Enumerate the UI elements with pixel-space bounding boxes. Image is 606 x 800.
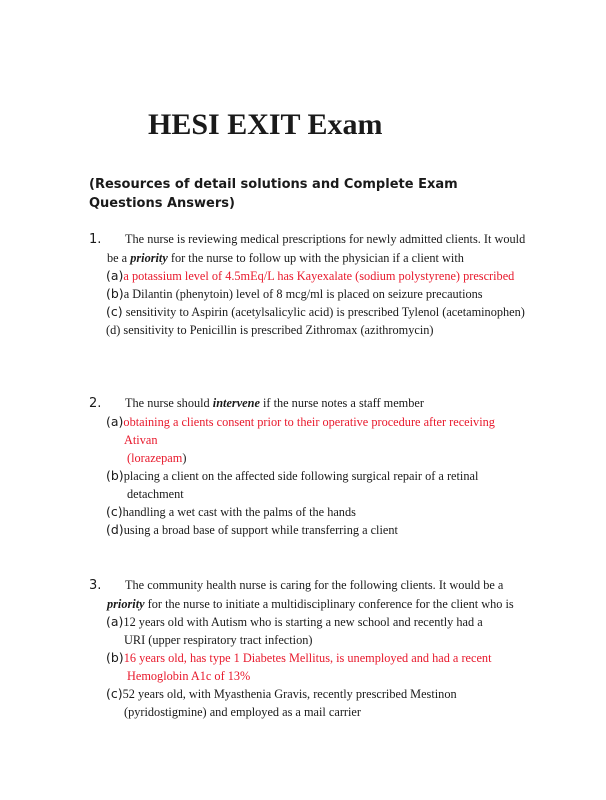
- option-label: (a): [106, 614, 124, 629]
- question-2: [89, 394, 529, 539]
- stem-text: for the nurse to follow up with the physician if a client with: [167, 251, 464, 265]
- option-text: placing a client on the affected side following surgical repair of a retinal: [123, 469, 479, 483]
- option-b-correct: [89, 649, 529, 685]
- option-label: (a): [106, 414, 124, 429]
- option-text: (lorazepam: [127, 451, 183, 465]
- option-c: [89, 303, 529, 321]
- option-a-correct: [89, 413, 529, 467]
- option-label: (c): [106, 686, 123, 701]
- stem-text: The nurse should: [125, 396, 213, 410]
- option-label: (c): [106, 504, 123, 519]
- option-d: [89, 521, 529, 539]
- stem-emphasis: intervene: [212, 396, 260, 410]
- option-text: obtaining a clients consent prior to their operative procedure after receiving Ativan: [123, 415, 495, 447]
- question-1: [89, 230, 529, 339]
- stem-text: if the nurse notes a staff member: [259, 396, 424, 410]
- stem-emphasis: priority: [107, 597, 145, 611]
- option-text: 52 years old, with Myasthenia Gravis, recently prescribed Mestinon: [122, 687, 457, 701]
- option-text: ): [182, 451, 187, 465]
- option-text: 16 years old, has type 1 Diabetes Mellitus, is unemployed and had a recent: [123, 651, 492, 665]
- option-text-continued: [124, 449, 529, 467]
- option-text-continued: (pyridostigmine) and employed as a mail carrier: [124, 705, 361, 719]
- option-text: sensitivity to Penicillin is prescribed Zithromax (azithromycin): [123, 323, 434, 337]
- option-label: (b): [106, 286, 124, 301]
- question-number: 2.: [89, 396, 102, 411]
- stem-text: The nurse is reviewing medical prescriptions for newly admitted clients. It would: [125, 232, 526, 246]
- option-c: [89, 685, 529, 721]
- option-label: (b): [106, 468, 124, 483]
- stem-text: be a: [107, 251, 131, 265]
- question-stem-continued: [89, 595, 529, 613]
- option-text: a Dilantin (phenytoin) level of 8 mcg/ml is placed on seizure precautions: [123, 287, 483, 301]
- option-text: a potassium level of 4.5mEq/L has Kayexalate (sodium polystyrene) prescribed: [123, 269, 515, 283]
- option-text-continued: Hemoglobin A1c of 13%: [127, 669, 251, 683]
- option-text: 12 years old with Autism who is starting a new school and recently had a: [123, 615, 483, 629]
- question-stem: [89, 394, 529, 413]
- option-text: using a broad base of support while transferring a client: [123, 523, 398, 537]
- page-title: HESI EXIT Exam: [148, 108, 383, 141]
- question-3: [89, 576, 529, 721]
- question-stem-continued: [89, 249, 529, 267]
- question-number: 1.: [89, 232, 102, 247]
- option-label: (d): [106, 323, 121, 337]
- option-a-correct: [89, 267, 529, 285]
- option-label: (d): [106, 522, 124, 537]
- option-text-continued: URI (upper respiratory tract infection): [124, 633, 313, 647]
- question-stem: [89, 230, 529, 249]
- option-label: (c): [106, 304, 123, 319]
- stem-text: for the nurse to initiate a multidisciplinary conference for the client who is: [144, 597, 514, 611]
- option-text: sensitivity to Aspirin (acetylsalicylic acid) is prescribed Tylenol (acetaminophen): [122, 305, 525, 319]
- option-b: [89, 285, 529, 303]
- option-b: [89, 467, 529, 503]
- question-stem: [89, 576, 529, 595]
- option-c: [89, 503, 529, 521]
- option-text: handling a wet cast with the palms of the hands: [122, 505, 356, 519]
- option-d: [89, 321, 529, 339]
- option-label: (a): [106, 268, 124, 283]
- stem-emphasis: priority: [130, 251, 168, 265]
- stem-text: The community health nurse is caring for the following clients. It would be a: [125, 578, 504, 592]
- option-a: [89, 613, 529, 649]
- document-subtitle: (Resources of detail solutions and Complete Exam Questions Answers): [89, 177, 458, 211]
- option-text-continued: detachment: [127, 487, 184, 501]
- option-label: (b): [106, 650, 124, 665]
- question-number: 3.: [89, 578, 102, 593]
